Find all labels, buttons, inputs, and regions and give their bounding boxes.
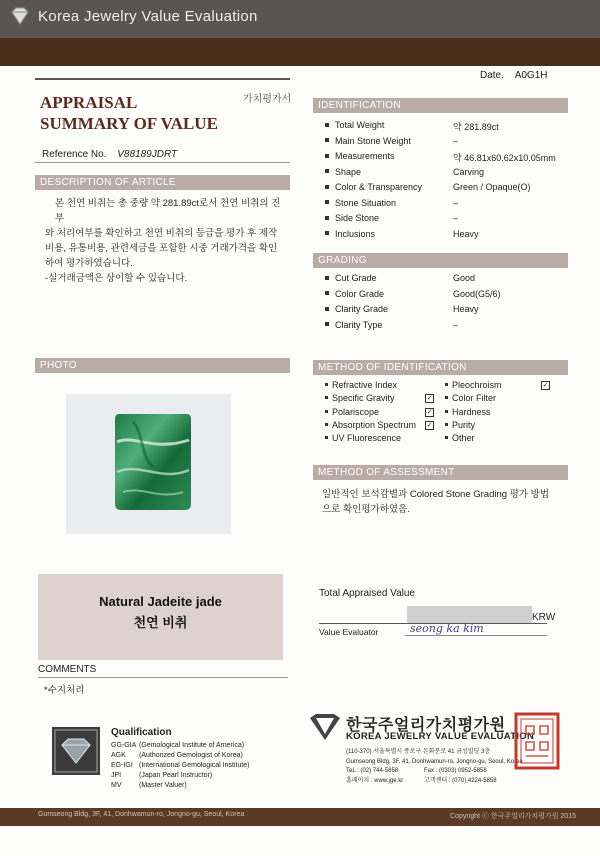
qualification-code: JPI (111, 772, 122, 779)
assessment-line: 일반적인 보석감별과 Colored Stone Grading 평가 방법 (322, 489, 550, 500)
qualification-text: (Gemological Institute of America) (139, 742, 245, 749)
row-label: Color & Transparency (335, 182, 423, 192)
row-value: Good (453, 273, 476, 283)
photo-header: PHOTO (35, 358, 290, 373)
top-header-band (0, 0, 600, 38)
reference-label: Reference No. (42, 149, 107, 160)
header-title: Korea Jewelry Value Evaluation (38, 8, 258, 25)
qualification-text: (Master Valuer) (139, 782, 187, 789)
official-seal-stamp (514, 712, 560, 770)
method-item (325, 393, 445, 406)
method-label: Other (452, 433, 475, 444)
qualification-code: MV (111, 782, 122, 789)
date-label: Date. (480, 70, 504, 81)
company-details (346, 748, 541, 786)
qualification-code: GG-GIA (111, 742, 137, 749)
qualification-item (111, 761, 311, 771)
row-label: Clarity Type (335, 319, 383, 330)
footer-address: Gumseong Bldg, 3F, 41, Donhwamun-ro, Jongno-gu, Seoul, Korea (38, 811, 245, 818)
appraisal-title (40, 92, 218, 134)
identification-row (325, 151, 565, 167)
method-item (325, 433, 445, 446)
assessment-line: 으로 확인평가하였음. (322, 504, 410, 515)
method-label: Refractive Index (332, 380, 398, 390)
row-value: – (453, 197, 459, 208)
company-logo-icon (308, 712, 342, 742)
method-item (445, 393, 565, 406)
row-label: Side Stone (335, 213, 380, 223)
grading-row (325, 304, 565, 320)
identification-row (325, 136, 565, 152)
grading-table (325, 273, 565, 335)
row-value: – (453, 135, 459, 146)
row-label: Inclusions (335, 228, 376, 239)
company-web: 홈페이지 : www.jge.kr (346, 777, 404, 784)
company-name-en: KOREA JEWELRY VALUE EVALUATION (346, 731, 535, 742)
appraisal-title-line1: APPRAISAL (40, 93, 138, 112)
row-value: 약 281.89ct (453, 122, 499, 132)
row-label: Total Weight (335, 120, 385, 130)
qualification-item (111, 751, 311, 761)
evaluator-signature: seong ka kim (410, 622, 484, 635)
identification-table (325, 120, 565, 244)
grading-row (325, 320, 565, 336)
identification-header: IDENTIFICATION (313, 98, 568, 113)
qualification-code: EG-IGI (111, 762, 133, 769)
description-line: -실거래금액은 상이할 수 있습니다. (45, 273, 188, 284)
comments-rule (38, 677, 288, 678)
comments-text: *수지처리 (44, 685, 85, 696)
korean-doc-tag: 가치평가서 (243, 94, 292, 105)
method-item (325, 380, 445, 393)
description-line: 본 천연 비취는 총 중량 약 281.89ct로서 천연 비취의 진부 (55, 198, 281, 224)
row-value: 약 46.81x60.62x10.05mm (453, 153, 556, 163)
method-label: Color Filter (452, 393, 497, 404)
company-address-ko: (110-370) 서울특별시 종로구 돈화문로 41 금성빌딩 3층 (346, 749, 491, 755)
date-value: A0G1H (514, 70, 548, 81)
article-name-box (38, 574, 283, 660)
brown-band (0, 38, 600, 66)
qualification-code: AGK (111, 752, 126, 759)
description-text (45, 196, 285, 286)
reference-value: V88189JDRT (117, 149, 178, 160)
company-contact-line (346, 777, 541, 787)
row-label: Stone Situation (335, 197, 397, 208)
reference-line (42, 149, 177, 160)
method-assessment-header: METHOD OF ASSESSMENT (313, 465, 568, 480)
row-value: Heavy (453, 228, 479, 239)
comments-label: COMMENTS (38, 664, 97, 675)
qualification-list (111, 741, 311, 791)
description-header: DESCRIPTION OF ARTICLE (35, 175, 290, 190)
value-currency: KRW (532, 612, 556, 623)
method-item (445, 380, 565, 393)
qualification-text: (Authorized Gemologist of Korea) (139, 752, 243, 759)
row-value: Green / Opaque(O) (453, 182, 531, 192)
method-left-list (325, 380, 445, 446)
article-name-en: Natural Jadeite jade (99, 594, 222, 609)
jade-stone-image (113, 412, 193, 512)
qualification-item (111, 781, 311, 791)
identification-row (325, 198, 565, 214)
method-item (445, 420, 565, 433)
company-fax: Fax : (0303) 0952-5858 (424, 768, 487, 774)
row-label: Measurements (335, 151, 395, 161)
company-tel: TeL : (02) 744-5858 (346, 768, 399, 774)
qualification-text: (International Gemological Institute) (139, 762, 250, 769)
row-label: Shape (335, 166, 362, 177)
method-item (445, 433, 565, 446)
method-item (325, 420, 445, 433)
method-label: UV Fluorescence (332, 433, 402, 444)
appraisal-title-line2: SUMMARY OF VALUE (40, 114, 218, 133)
company-center: 고객센터 : (070) 4224-5858 (424, 777, 497, 784)
description-line: 비용, 유통비용, 관련세금을 포함한 시중 거래가격을 확인 (45, 243, 278, 254)
checkbox-icon: ✓ (426, 408, 433, 416)
grading-row (325, 273, 565, 289)
method-label: Purity (452, 419, 476, 430)
article-name-ko: 천연 비취 (133, 615, 188, 630)
method-assessment-text (322, 487, 567, 517)
footer-band (0, 808, 600, 826)
row-value: Heavy (453, 304, 479, 314)
row-label: Color Grade (335, 288, 385, 299)
method-label: Pleochroism (452, 380, 502, 390)
method-identification-header: METHOD OF IDENTIFICATION (313, 360, 568, 375)
method-label: Hardness (452, 406, 491, 417)
row-value: – (453, 319, 459, 330)
footer-copyright: Copyright ⓒ 한국주얼리가치평가원 2015 (450, 813, 576, 820)
identification-row (325, 167, 565, 183)
identification-row (325, 229, 565, 245)
method-label: Polariscope (332, 406, 380, 417)
reference-rule (35, 162, 290, 163)
certification-badge-icon (52, 727, 100, 775)
company-name-ko: 한국주얼리가치평가원 (346, 717, 506, 734)
row-label: Clarity Grade (335, 304, 389, 314)
company-address-en: Gumseong Bldg, 3F, 41, Donhwamun-ro, Jongno-gu, Seoul, Korea (346, 758, 523, 765)
qualification-item (111, 771, 311, 781)
qualification-item (111, 741, 311, 751)
qualification-text: (Japan Pearl Instructor) (139, 772, 213, 779)
grading-header: GRADING (313, 253, 568, 268)
identification-row (325, 213, 565, 229)
checkbox-icon: ✓ (426, 421, 433, 429)
row-value: Good(G5/6) (453, 288, 501, 299)
method-label: Absorption Spectrum (332, 419, 417, 430)
identification-row (325, 120, 565, 136)
identification-row (325, 182, 565, 198)
description-line: 와 처리여부를 확인하고 천연 비취의 등급을 평가 후 제작 (45, 228, 278, 239)
method-label: Specific Gravity (332, 393, 395, 404)
row-label: Main Stone Weight (335, 135, 411, 146)
method-item (325, 407, 445, 420)
evaluator-rule (405, 635, 547, 636)
title-rule (35, 78, 290, 80)
qualification-title: Qualification (111, 727, 172, 738)
checkbox-icon: ✓ (426, 395, 433, 403)
row-label: Cut Grade (335, 273, 377, 283)
date-line (480, 70, 547, 81)
appraised-value-label: Total Appraised Value (319, 588, 415, 599)
evaluator-label: Value Evaluator (319, 627, 379, 637)
checkbox-icon: ✓ (542, 382, 549, 389)
row-value: – (453, 213, 459, 223)
diamond-logo-icon (10, 6, 30, 26)
row-value: Carving (453, 166, 485, 177)
method-right-list (445, 380, 565, 446)
company-contact-line (346, 767, 541, 777)
method-item (445, 407, 565, 420)
grading-row (325, 289, 565, 305)
description-line: 하여 평가하였습니다. (45, 258, 133, 269)
